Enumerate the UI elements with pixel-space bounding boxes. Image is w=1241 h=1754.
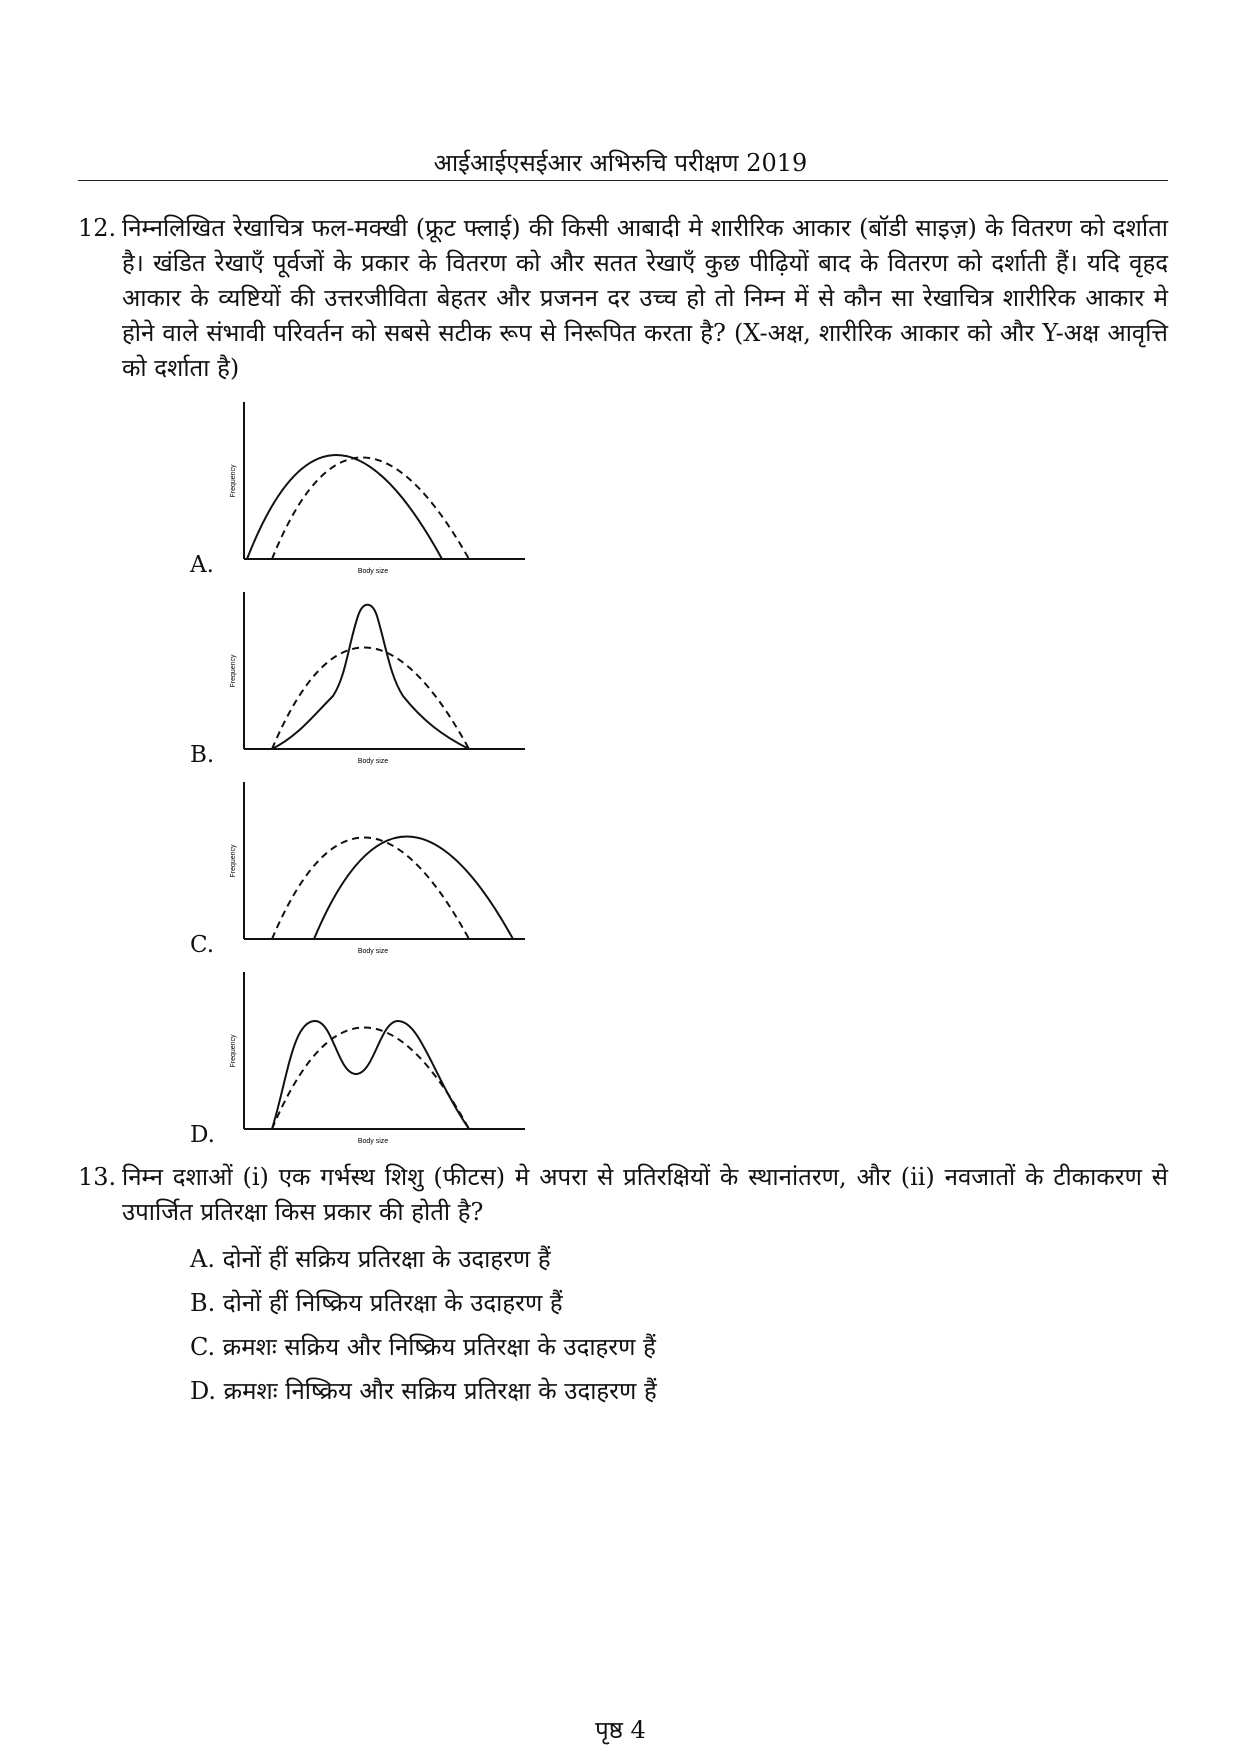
plot-a-label: A. [190, 552, 214, 578]
plot-d-label: D. [190, 1122, 215, 1148]
question-12-number: 12. [78, 214, 117, 242]
plot-a-xlabel: Body size [357, 568, 389, 575]
plot-c-ancestral-curve [272, 838, 469, 940]
plot-d-ylabel: Frequency [230, 1034, 237, 1068]
plot-d-descendant-curve [272, 1021, 469, 1129]
option-c: C. क्रमशः सक्रिय और निष्क्रिय प्रतिरक्षा के उदाहरण हैं [190, 1333, 656, 1361]
plot-b-descendant-curve [272, 605, 469, 749]
plot-c-xlabel: Body size [357, 948, 389, 955]
plot-d [228, 966, 534, 1146]
option-b: B. दोनों हीं निष्क्रिय प्रतिरक्षा के उदाहरण हैं [190, 1289, 563, 1317]
plot-b [228, 586, 534, 766]
plot-c-label: C. [190, 932, 215, 958]
plot-c [228, 776, 534, 956]
page-header-title: आईआईएसईआर अभिरुचि परीक्षण 2019 [433, 149, 808, 177]
plot-b-xlabel: Body size [357, 758, 389, 765]
plot-a-ylabel: Frequency [230, 464, 237, 498]
question-13-options [190, 1242, 657, 1418]
option-d: D. क्रमशः निष्क्रिय और सक्रिय प्रतिरक्षा के उदाहरण हैं [190, 1377, 657, 1405]
plot-c-ylabel: Frequency [230, 844, 237, 878]
plot-a-ancestral-curve [272, 458, 469, 560]
plot-b-label: B. [190, 742, 215, 768]
plot-b-ylabel: Frequency [230, 654, 237, 688]
question-13-number: 13. [78, 1163, 117, 1191]
question-13-text: निम्न दशाओं (i) एक गर्भस्थ शिशु (फीटस) मे अपरा से प्रतिरक्षियों के स्थानांतरण, और (ii) नवजातों के टीकाकरण से उपार्जित प्रतिरक्षा किस प्रकार की होती है? [122, 1163, 1168, 1226]
plot-a-descendant-curve [247, 455, 442, 559]
header-divider [78, 180, 1168, 181]
plot-b-ancestral-curve [272, 648, 469, 750]
question-12-text: निम्नलिखित रेखाचित्र फल-मक्खी (फ्रूट फ्लाई) की किसी आबादी मे शारीरिक आकार (बॉडी साइज़) के वितरण को दर्शाता है। खंडित रेखाएँ पूर्वजों के प्रकार के वितरण को और सतत रेखाएँ कुछ पीढ़ियों बाद के वितरण को दर्शाती हैं। यदि वृहद आकार के व्यष्टियों की उत्तरजीविता बेहतर और प्रजनन दर उच्च हो तो निम्न में से कौन सा रेखाचित्र शारीरिक आकार मे होने वाले संभावी परिवर्तन को सबसे सटीक रूप से निरूपित करता है? (X-अक्ष, शारीरिक आकार को और Y-अक्ष आवृत्ति को दर्शाता है) [122, 214, 1168, 382]
plot-c-descendant-curve [314, 837, 513, 940]
plot-d-xlabel: Body size [357, 1138, 389, 1145]
option-a: A. दोनों हीं सक्रिय प्रतिरक्षा के उदाहरण हैं [190, 1245, 551, 1273]
plot-a [228, 396, 534, 576]
page-number: पृष्ठ 4 [595, 1716, 646, 1744]
